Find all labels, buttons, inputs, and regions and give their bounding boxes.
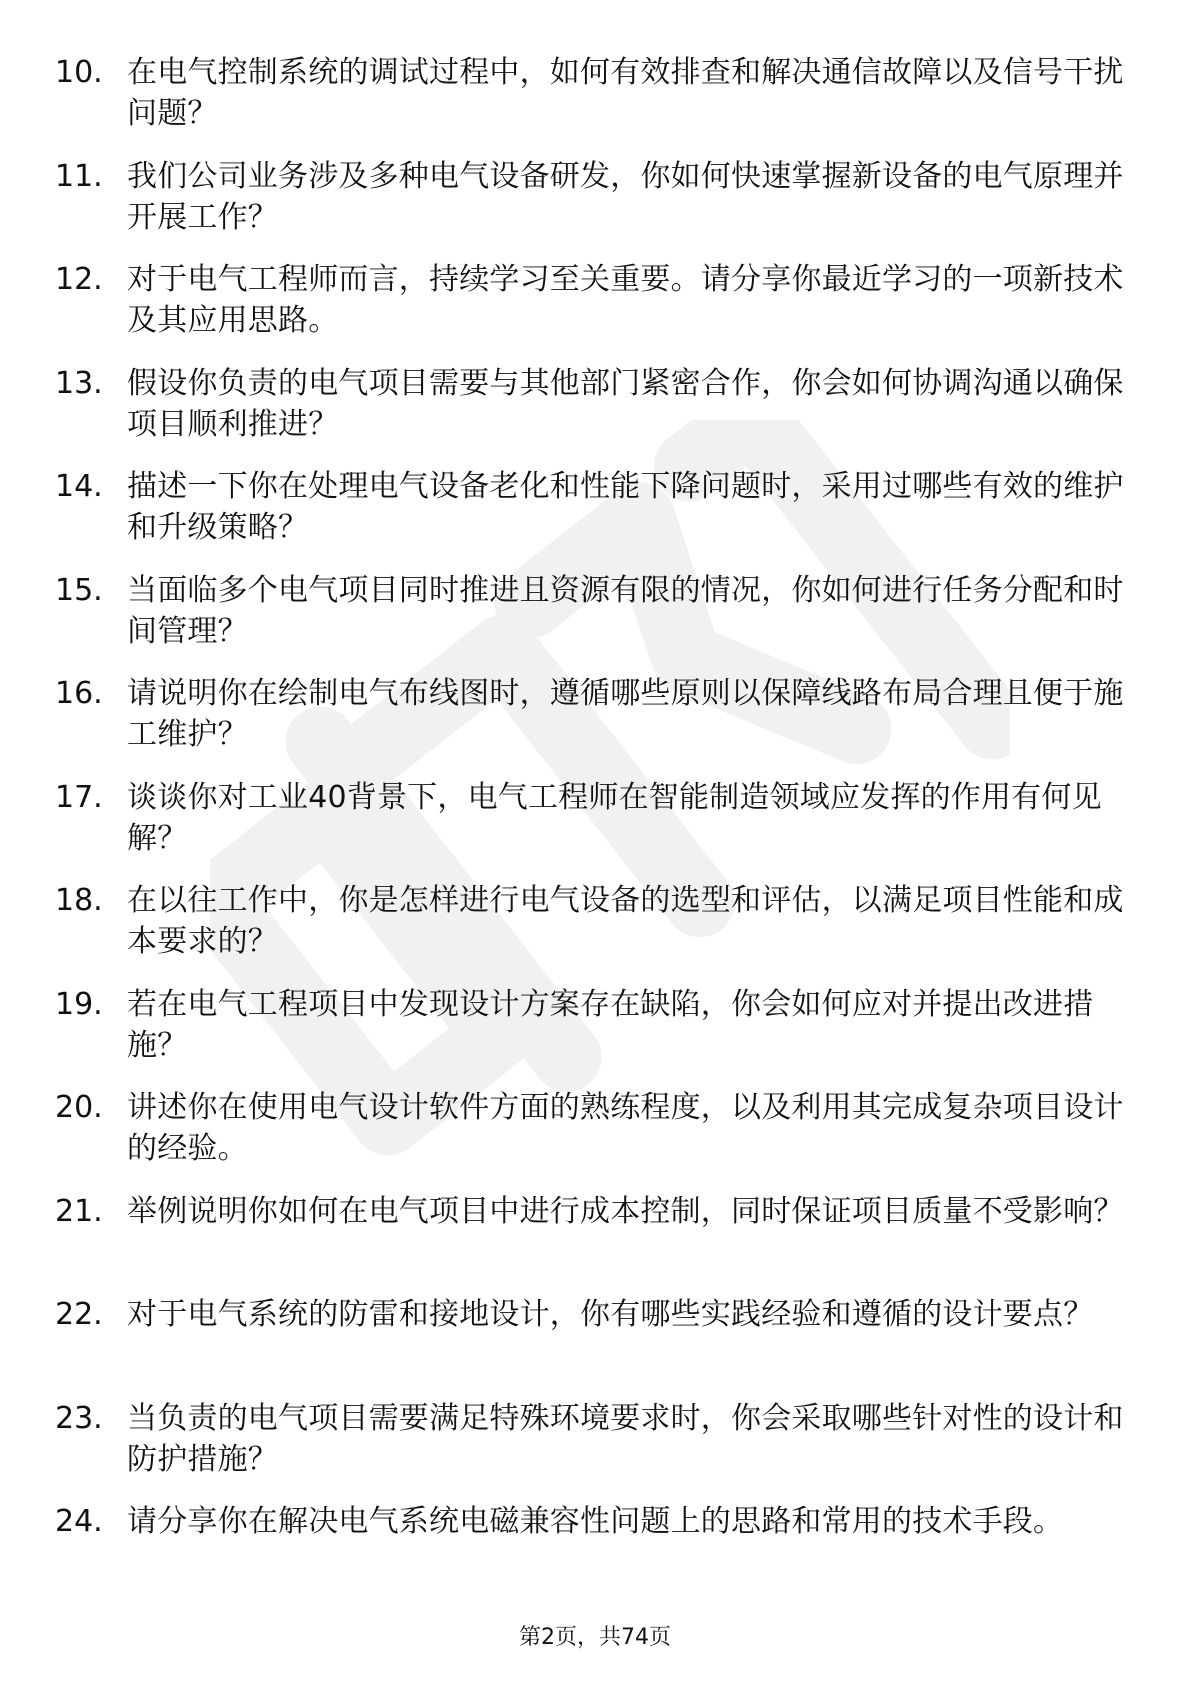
question-item-16 (55, 673, 1135, 765)
question-item-18 (55, 880, 1135, 972)
question-text: 假设你负责的电气项目需要与其他部门紧密合作，你会如何协调沟通以确保项目顺利推进？ (127, 365, 1124, 442)
question-number: 16. (55, 676, 103, 711)
question-item-15 (55, 570, 1135, 662)
question-text: 描述一下你在处理电气设备老化和性能下降问题时，采用过哪些有效的维护和升级策略？ (127, 469, 1124, 545)
question-number: 19. (55, 986, 103, 1022)
question-number: 13. (55, 365, 103, 401)
question-text: 请说明你在绘制电气布线图时，遵循哪些原则以保障线路布局合理且便于施工维护？ (127, 676, 1124, 752)
question-text: 讲述你在使用电气设计软件方面的熟练程度，以及利用其完成复杂项目设计的经验。 (127, 1090, 1124, 1166)
question-item-19 (55, 984, 1135, 1076)
question-text: 举例说明你如何在电气项目中进行成本控制，同时保证项目质量不受影响？ (127, 1193, 1124, 1229)
question-number: 22. (55, 1297, 103, 1332)
question-number: 17. (55, 779, 103, 815)
question-item-14 (55, 466, 1135, 558)
question-number: 21. (55, 1193, 103, 1229)
question-item-22 (55, 1294, 1135, 1386)
question-item-13 (55, 363, 1135, 455)
question-number: 23. (55, 1400, 103, 1436)
question-item-17 (55, 777, 1135, 869)
question-text: 在电气控制系统的调试过程中，如何有效排查和解决通信故障以及信号干扰问题？ (127, 55, 1124, 131)
question-item-10 (55, 52, 1135, 144)
question-list (55, 52, 1135, 1605)
question-item-23 (55, 1398, 1135, 1490)
question-item-24 (55, 1501, 1135, 1593)
question-number: 20. (55, 1090, 103, 1125)
question-text: 若在电气工程项目中发现设计方案存在缺陷，你会如何应对并提出改进措施？ (127, 986, 1094, 1063)
question-text: 我们公司业务涉及多种电气设备研发，你如何快速掌握新设备的电气原理并开展工作？ (127, 158, 1124, 235)
page-number-footer: 第2页，共74页 (519, 1625, 671, 1650)
question-text: 对于电气系统的防雷和接地设计，你有哪些实践经验和遵循的设计要点？ (127, 1297, 1094, 1332)
question-text: 当面临多个电气项目同时推进且资源有限的情况，你如何进行任务分配和时间管理？ (127, 572, 1124, 649)
question-number: 18. (55, 883, 103, 918)
question-item-20 (55, 1087, 1135, 1179)
question-number: 11. (55, 158, 103, 194)
question-item-21 (55, 1191, 1135, 1283)
question-number: 10. (55, 55, 103, 90)
question-item-11 (55, 156, 1135, 248)
question-text: 在以往工作中，你是怎样进行电气设备的选型和评估，以满足项目性能和成本要求的？ (127, 883, 1124, 959)
question-number: 14. (55, 469, 103, 504)
question-item-12 (55, 259, 1135, 351)
question-number: 12. (55, 262, 103, 297)
question-text: 请分享你在解决电气系统电磁兼容性问题上的思路和常用的技术手段。 (127, 1504, 1064, 1539)
question-text: 当负责的电气项目需要满足特殊环境要求时，你会采取哪些针对性的设计和防护措施？ (127, 1400, 1124, 1477)
question-text: 谈谈你对工业40背景下，电气工程师在智能制造领域应发挥的作用有何见解？ (127, 779, 1102, 856)
question-number: 15. (55, 572, 103, 608)
question-number: 24. (55, 1504, 103, 1539)
question-text: 对于电气工程师而言，持续学习至关重要。请分享你最近学习的一项新技术及其应用思路。 (127, 262, 1124, 338)
